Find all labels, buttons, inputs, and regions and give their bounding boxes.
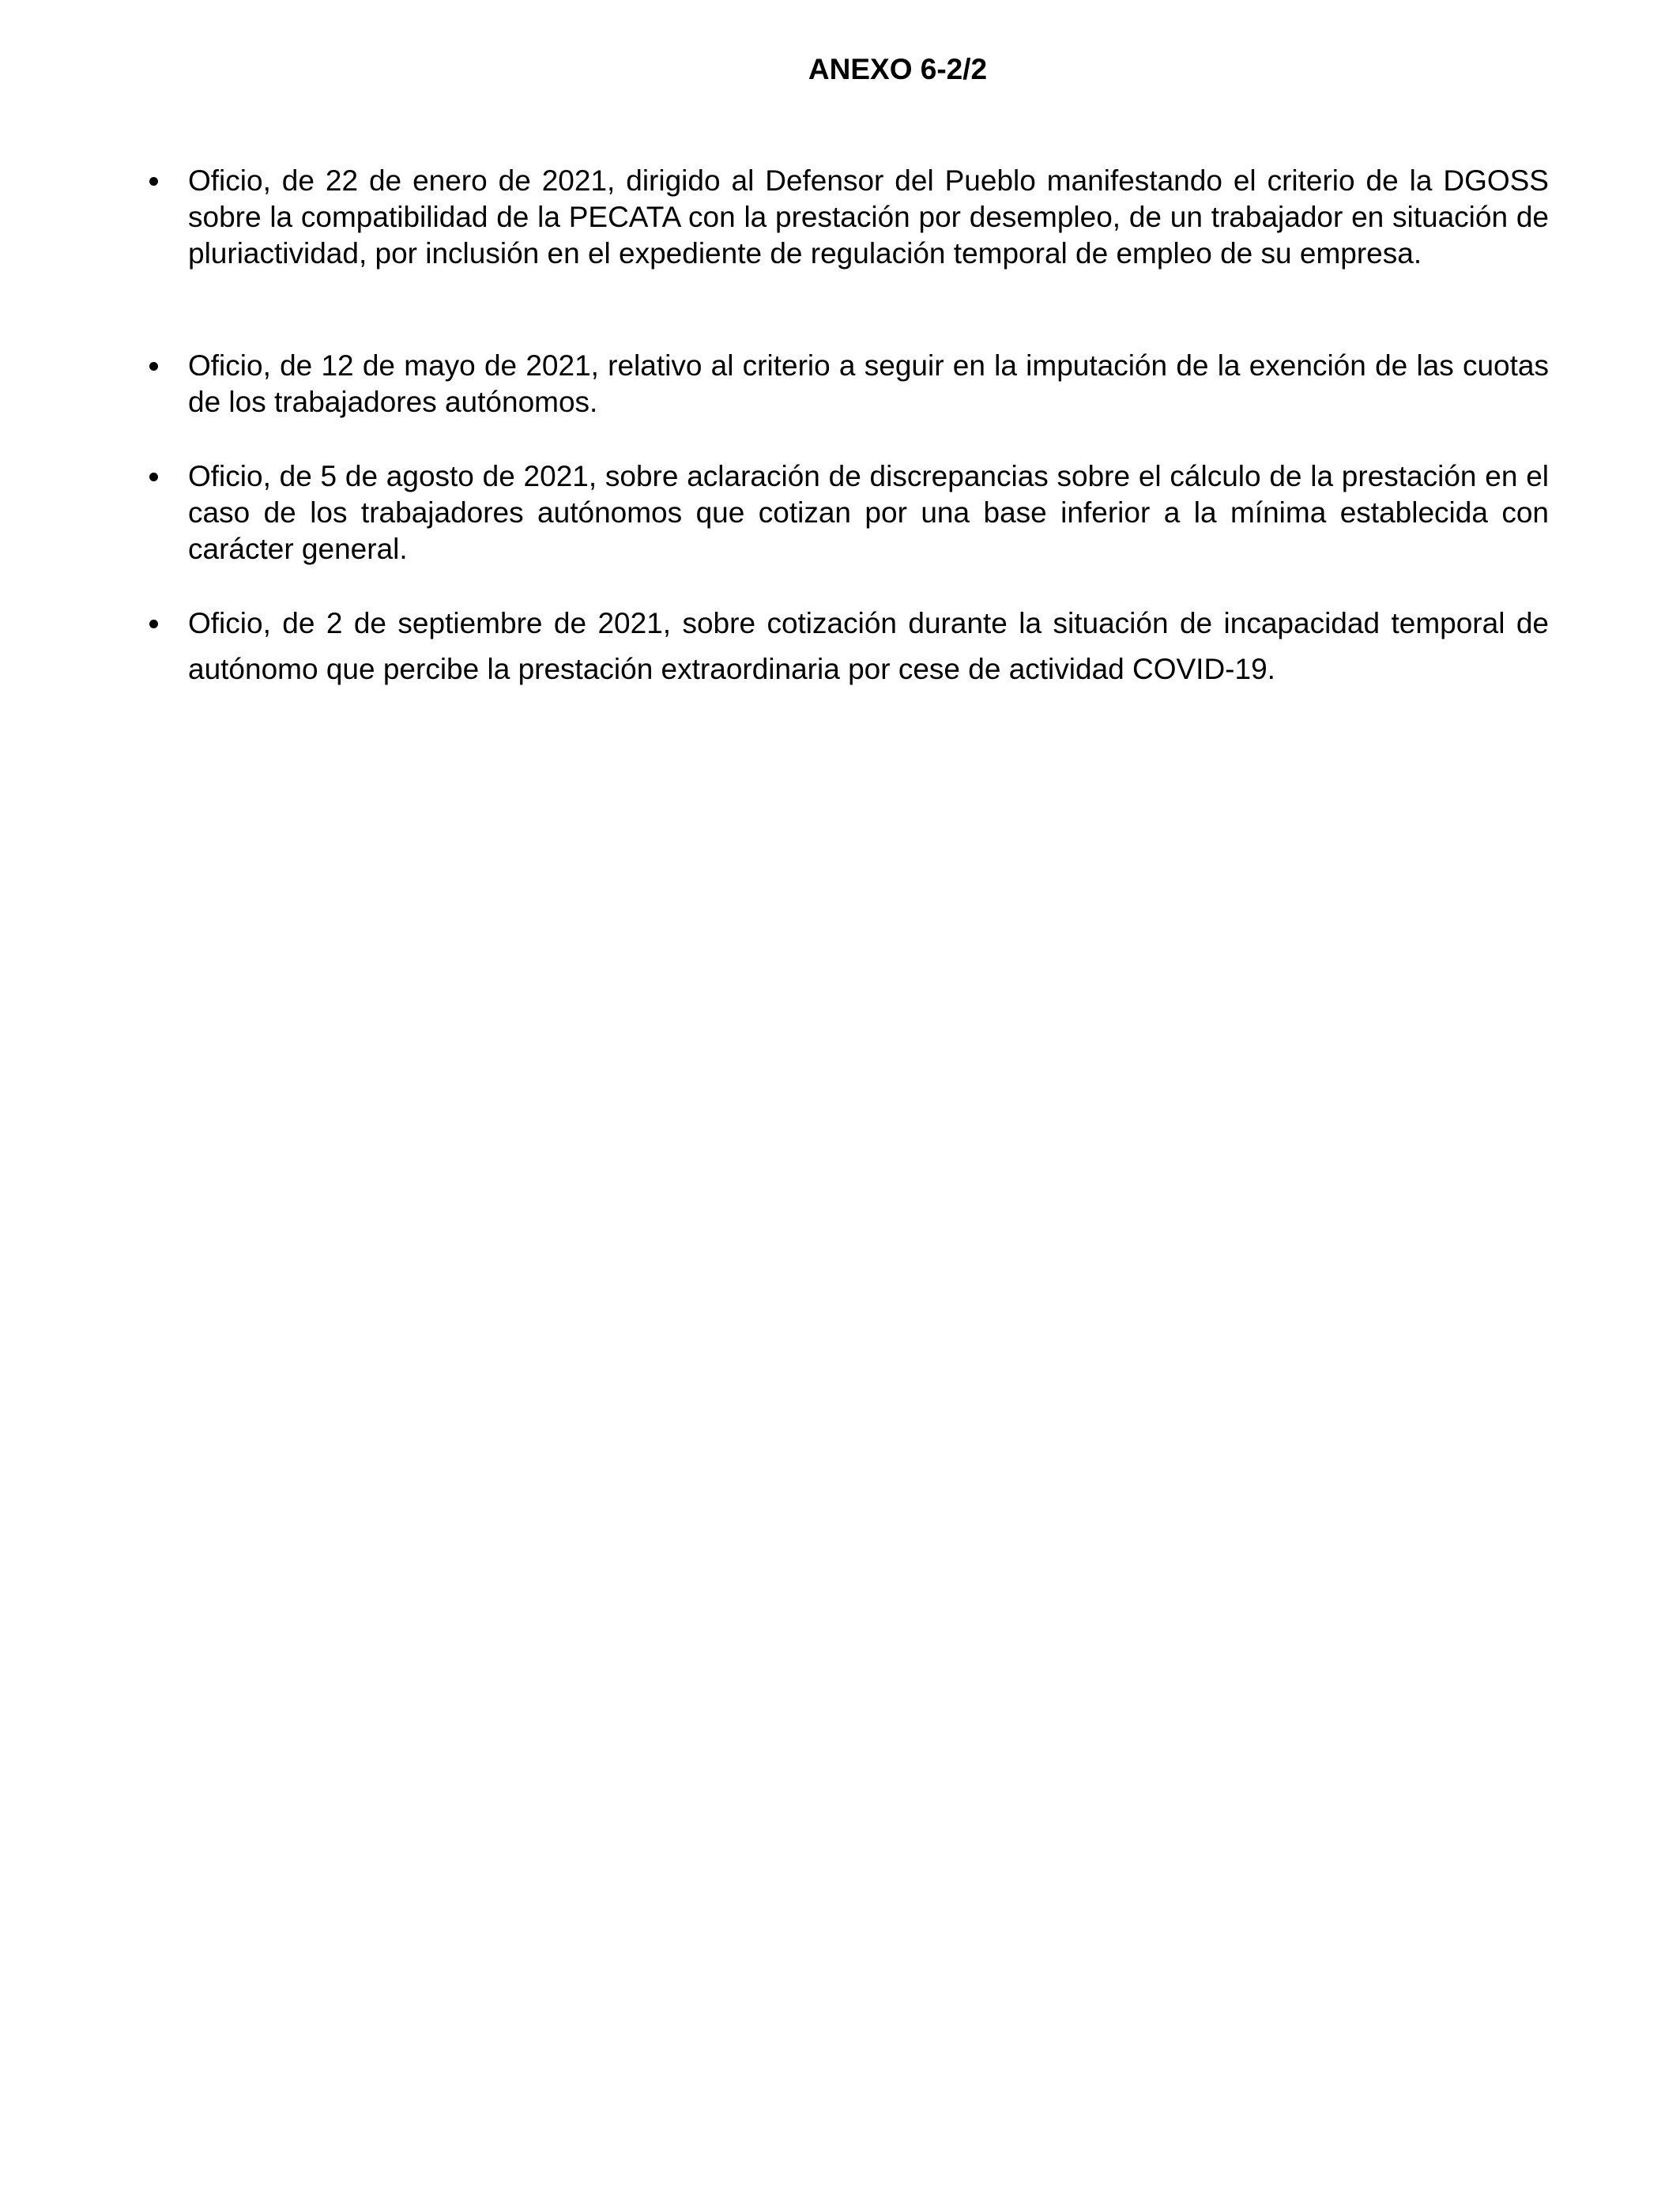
list-item bbox=[188, 348, 1549, 420]
list-item-text: Oficio, de 5 de agosto de 2021, sobre aclaración de discrepancias sobre el cálculo de la prestación en el caso de los trabajadores autónomos que cotizan por una base inferior a la mínima establecida con carácter general. bbox=[188, 460, 1549, 565]
bullet-icon bbox=[149, 362, 158, 371]
bullet-icon bbox=[149, 473, 158, 481]
list-item bbox=[188, 458, 1549, 567]
bullet-icon bbox=[149, 620, 158, 628]
list-item bbox=[188, 163, 1549, 271]
page-title: ANEXO 6-2/2 bbox=[808, 53, 988, 85]
list-item-text: Oficio, de 2 de septiembre de 2021, sobre cotización durante la situación de incapacidad temporal de autónomo que percibe la prestación extraordinaria por cese de actividad COVID-19. bbox=[188, 607, 1549, 685]
list-item-text: Oficio, de 12 de mayo de 2021, relativo al criterio a seguir en la imputación de la exención de las cuotas de los trabajadores autónomos. bbox=[188, 349, 1549, 418]
bullet-icon bbox=[149, 177, 158, 186]
list-item bbox=[188, 605, 1549, 692]
list-item-text: Oficio, de 22 de enero de 2021, dirigido al Defensor del Pueblo manifestando el criterio de la DGOSS sobre la compatibilidad de la PECATA con la prestación por desempleo, de un trabajador en situación de pluriactividad, por inclusión en el expediente de regulación temporal de empleo de su empresa. bbox=[188, 164, 1549, 270]
